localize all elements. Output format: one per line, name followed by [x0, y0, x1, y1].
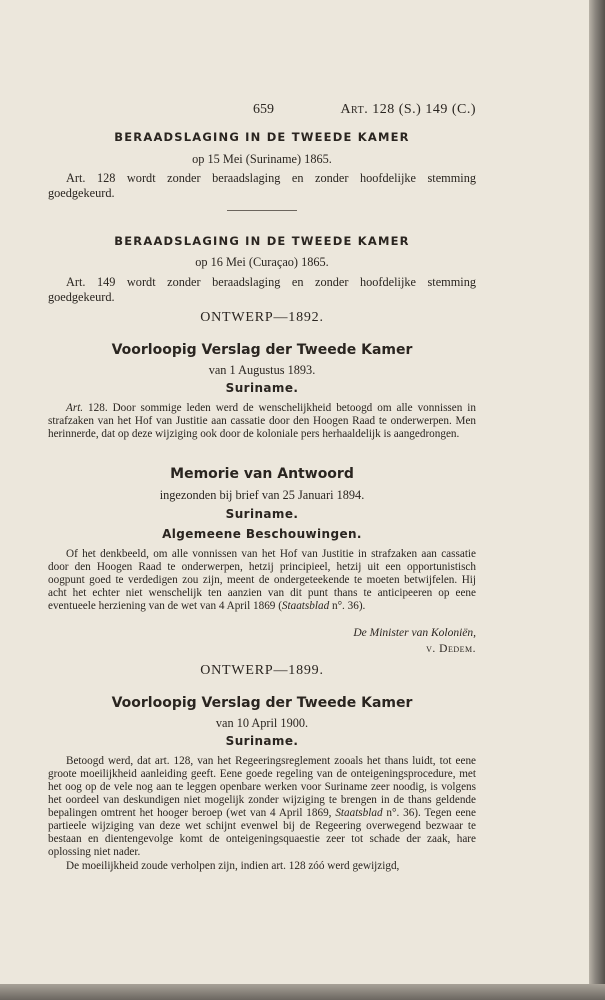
memorie-text-a: Of het denkbeeld, om alle vonnissen van het Hof van Justitie in strafzaken aan cassatie door den Hoogen Raad te onderwerpen, hetzij principieel, hetzij uit een opportunistisch oogpunt goed te verdedigen zou zijn, meent de ondergeteekende te moeten betwijfelen. Hij acht het echter niet wenschelijk ten aanzien van dit punt thans te anticipeeren op eene eventueele herziening van de wet van 4 April 1869 (	[48, 548, 476, 612]
section2-heading: BERAADSLAGING IN DE TWEEDE KAMER	[114, 234, 410, 248]
verslag-1899-heading: Voorloopig Verslag der Tweede Kamer	[111, 695, 413, 711]
memorie-citation: Staatsblad	[281, 599, 330, 612]
algemeene-heading: Algemeene Beschouwingen.	[162, 527, 362, 541]
verslag-1892-region: Suriname.	[225, 381, 299, 395]
page-bottom-edge	[0, 984, 605, 1000]
verslag-1899-text	[48, 755, 476, 859]
verslag-1892-text	[48, 402, 476, 441]
section1-date: op 15 Mei (Suriname) 1865.	[192, 152, 332, 166]
art-label: Art.	[66, 402, 84, 414]
section2-date: op 16 Mei (Curaçao) 1865.	[195, 255, 329, 269]
signature-title-text: De Minister van Koloniën,	[353, 627, 476, 639]
section-divider	[48, 210, 476, 211]
memorie-date: ingezonden bij brief van 25 Januari 1894.	[159, 488, 365, 502]
verslag-1899-date: van 10 April 1900.	[215, 716, 309, 730]
memorie-region: Suriname.	[225, 507, 299, 521]
page-header	[48, 102, 476, 120]
memorie-heading: Memorie van Antwoord	[170, 466, 354, 482]
verslag-1899-text-c: De moeilijkheid zoude verholpen zijn, indien art. 128 zóó werd gewijzigd,	[66, 860, 400, 872]
signature-name: v. Dedem.	[426, 643, 476, 655]
art-text: 128. Door sommige leden werd de wenschelijkheid betoogd om alle vonnissen in strafzaken van het Hof van Justitie aan cassatie door den Hoogen Raad te onderwerpen. Men herinnerde, dat op deze wijziging ook door de koloniale pers herhaaldelijk is aangedrongen.	[48, 402, 476, 440]
running-head: Art. 128 (S.) 149 (C.)	[340, 102, 476, 117]
section1-heading: BERAADSLAGING IN DE TWEEDE KAMER	[114, 130, 410, 144]
verslag-1899-region: Suriname.	[225, 734, 299, 748]
ontwerp-1892-title: ONTWERP—1892.	[200, 310, 324, 325]
signature-title	[48, 627, 506, 641]
section1-text: Art. 128 wordt zonder beraadslaging en zonder hoofdelijke stemming goedgekeurd.	[48, 171, 476, 200]
verslag-1899-text-a: Betoogd werd, dat art. 128, van het Regeeringsreglement zooals het thans luidt, tot eene groote moeilijkheid aanleiding geeft. Eene goede regeling van de onteigeningsprocedure, met het oog op de vele nog aan te leggen openbare werken voor Suriname zeer noodig, is volgens het oordeel van deskundigen niet mogelijk zonder wijziging te brengen in de thans geldende bepalingen omtrent het hooger beroep (wet van 4 April 1869,	[48, 755, 476, 819]
verslag-1892-date: van 1 Augustus 1893.	[208, 363, 316, 377]
page-edge-shadow	[589, 0, 605, 1000]
ontwerp-1899-title: ONTWERP—1899.	[200, 663, 324, 678]
memorie-text	[48, 548, 476, 613]
verslag-1892-heading: Voorloopig Verslag der Tweede Kamer	[111, 342, 413, 358]
memorie-text-b: n°. 36).	[329, 599, 366, 612]
page-number: 659	[253, 102, 274, 117]
verslag-1899-citation: Staatsblad	[335, 806, 383, 819]
section2-text: Art. 149 wordt zonder beraadslaging en zonder hoofdelijke stemming goedgekeurd.	[48, 275, 476, 304]
verslag-1899-text-b: n°. 36). Tegen eene partieele wijziging van deze wet schijnt evenwel bij de Regeering overwegend bezwaar te bestaan en dientengevolge komt de onteigeningsquaestie zeer tot schade der zaak, hare oplossing niet nader.	[48, 806, 476, 858]
